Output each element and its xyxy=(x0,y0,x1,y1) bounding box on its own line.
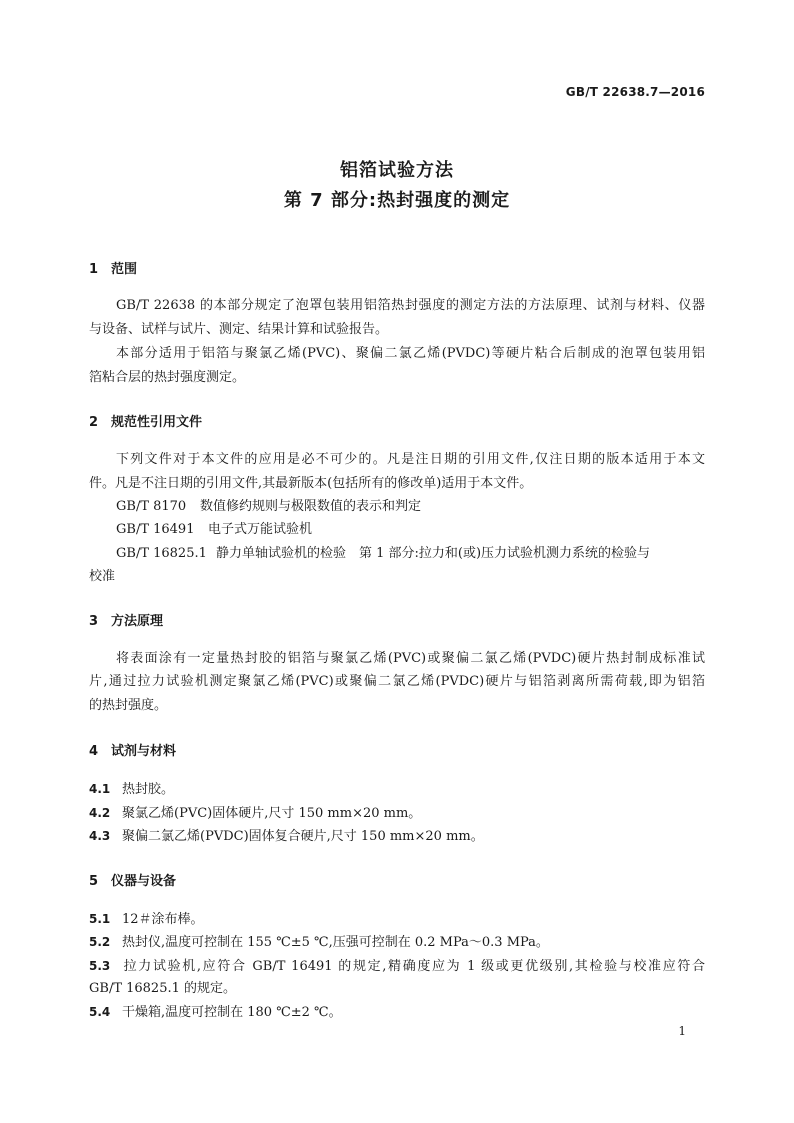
clause-5-1 xyxy=(89,911,705,928)
clause-number: 5.4 xyxy=(89,1005,111,1019)
clause-4-3 xyxy=(89,828,705,845)
scope-paragraph-1-line-2: 与设备、试样与试片、测定、结果计算和试验报告。 xyxy=(89,322,389,337)
section-number: 2 xyxy=(89,415,99,430)
clause-number: 5.2 xyxy=(89,935,111,949)
section-heading-principle xyxy=(89,610,163,629)
reference-code: GB/T 16491 xyxy=(116,522,195,537)
section-heading-normative-references xyxy=(89,411,202,430)
clause-number: 4.1 xyxy=(89,782,111,796)
reference-entry-continuation: 校准 xyxy=(89,569,116,584)
standard-code: GB/T 22638.7—2016 xyxy=(565,85,705,99)
clause-text: 12＃涂布棒。 xyxy=(122,912,204,927)
clause-text: 热封仪,温度可控制在 155 ℃±5 ℃,压强可控制在 0.2 MPa～0.3 MPa。 xyxy=(122,935,549,950)
section-number: 1 xyxy=(89,262,99,277)
clause-5-4 xyxy=(89,1004,705,1021)
clause-4-2 xyxy=(89,805,705,822)
scope-paragraph-2-line-2: 箔粘合层的热封强度测定。 xyxy=(89,370,246,385)
principle-line-3: 的热封强度。 xyxy=(89,698,168,713)
clause-5-2 xyxy=(89,934,705,951)
clause-4-1 xyxy=(89,781,705,798)
clause-number: 5.1 xyxy=(89,912,111,926)
references-intro-line-1: 下列文件对于本文件的应用是必不可少的。凡是注日期的引用文件,仅注日期的版本适用于本文 xyxy=(116,452,705,467)
principle-line-2: 片,通过拉力试验机测定聚氯乙烯(PVC)或聚偏二氯乙烯(PVDC)硬片与铝箔剥离所需荷载,即为铝箔 xyxy=(89,674,705,689)
reference-entry xyxy=(116,546,705,562)
document-title: 铝箔试验方法 xyxy=(340,160,454,181)
section-title: 方法原理 xyxy=(111,614,164,629)
reference-title: 电子式万能试验机 xyxy=(208,522,313,537)
reference-entry xyxy=(116,522,705,538)
clause-text: 聚氯乙烯(PVC)固体硬片,尺寸 150 mm×20 mm。 xyxy=(122,806,422,821)
clause-number: 4.2 xyxy=(89,806,111,820)
section-number: 3 xyxy=(89,614,99,629)
section-title: 范围 xyxy=(111,262,138,277)
section-number: 4 xyxy=(89,744,99,759)
clause-number: 4.3 xyxy=(89,829,111,843)
principle-line-1: 将表面涂有一定量热封胶的铝箔与聚氯乙烯(PVC)或聚偏二氯乙烯(PVDC)硬片热封制成标准试 xyxy=(116,651,705,666)
scope-paragraph-2-line-1: 本部分适用于铝箔与聚氯乙烯(PVC)、聚偏二氯乙烯(PVDC)等硬片粘合后制成的泡罩包装用铝 xyxy=(116,346,705,361)
reference-title: 静力单轴试验机的检验 第 1 部分:拉力和(或)压力试验机测力系统的检验与 xyxy=(216,546,651,561)
clause-number: 5.3 xyxy=(89,959,111,973)
clause-text: 拉力试验机,应符合 GB/T 16491 的规定,精确度应为 1 级或更优级别,其检验与校准应符合 xyxy=(122,959,705,974)
section-heading-reagents-materials xyxy=(89,740,176,759)
clause-5-3-continuation: GB/T 16825.1 的规定。 xyxy=(89,981,237,996)
section-heading-apparatus xyxy=(89,870,176,889)
reference-title: 数值修约规则与极限数值的表示和判定 xyxy=(200,499,422,514)
section-number: 5 xyxy=(89,874,99,889)
section-heading-scope xyxy=(89,258,137,277)
reference-entry xyxy=(116,499,705,515)
page-number: 1 xyxy=(678,1024,686,1038)
clause-text: 热封胶。 xyxy=(122,782,175,797)
reference-code: GB/T 8170 xyxy=(116,499,187,514)
clause-text: 聚偏二氯乙烯(PVDC)固体复合硬片,尺寸 150 mm×20 mm。 xyxy=(122,829,484,844)
document-subtitle: 第 7 部分:热封强度的测定 xyxy=(283,190,511,211)
references-intro-line-2: 件。凡是不注日期的引用文件,其最新版本(包括所有的修改单)适用于本文件。 xyxy=(89,476,533,491)
section-title: 仪器与设备 xyxy=(111,874,177,889)
section-title: 规范性引用文件 xyxy=(111,415,203,430)
reference-code: GB/T 16825.1 xyxy=(116,546,207,561)
clause-5-3 xyxy=(89,958,705,975)
clause-text: 干燥箱,温度可控制在 180 ℃±2 ℃。 xyxy=(122,1005,342,1020)
scope-paragraph-1-line-1: GB/T 22638 的本部分规定了泡罩包装用铝箔热封强度的测定方法的方法原理、试剂与材料、仪器 xyxy=(116,298,705,313)
section-title: 试剂与材料 xyxy=(111,744,177,759)
